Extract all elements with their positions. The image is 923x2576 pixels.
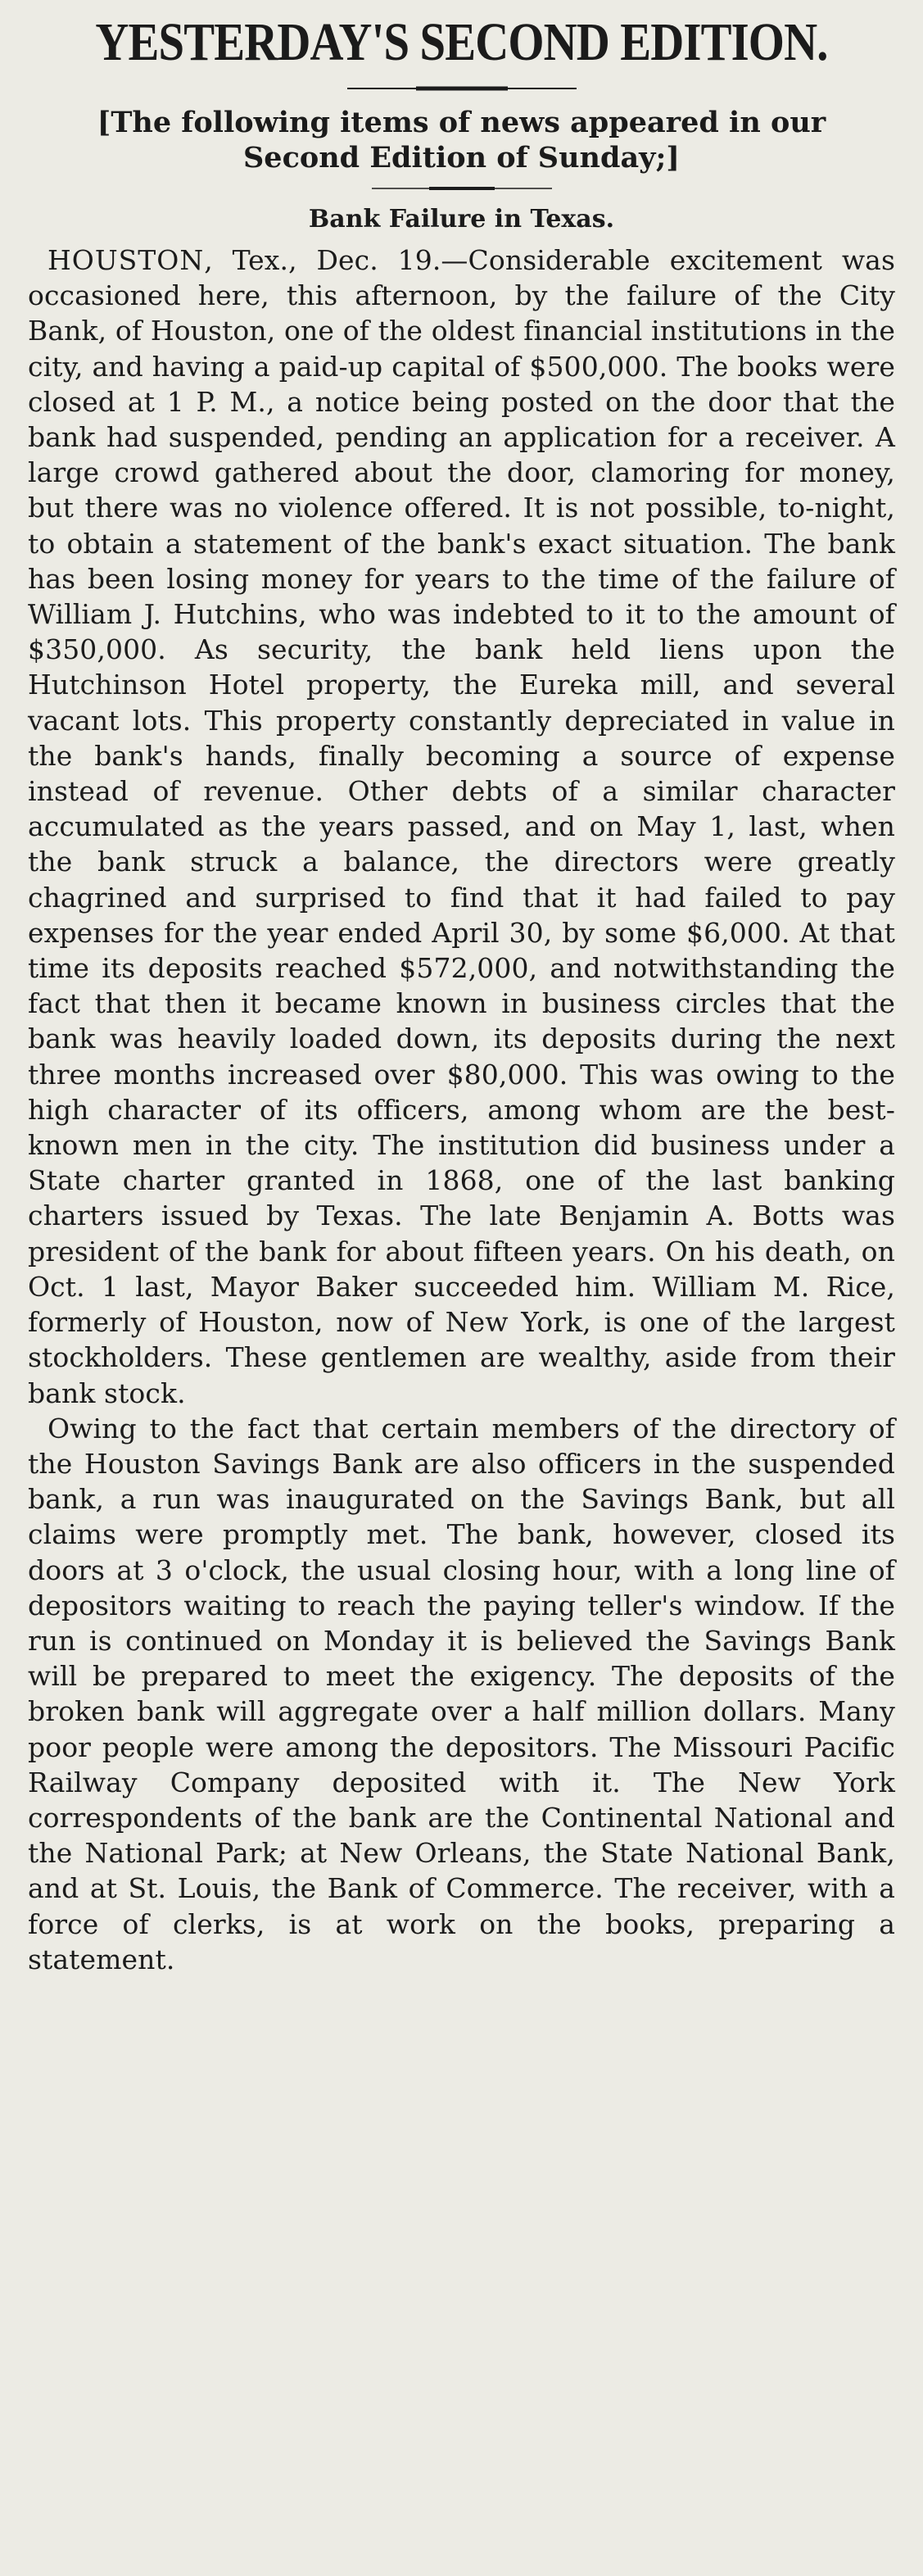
small-rule-icon	[372, 184, 552, 193]
paragraph-1-text: , Tex., Dec. 19.—Considerable excitement was occasioned here, this afternoon, by the failure of the City Bank, of Houston, one of the oldest financial institutions in the city, and having a paid-up capital of $500,000. The books were closed at 1 P. M., a notice being posted on the door that the bank had suspended, pending an application for a receiver. A large crowd gathered about the door, clamoring for money, but there was no violence offered. It is not possible, to-night, to obtain a statement of the bank's exact situation. The bank has been losing money for years to the time of the failure of William J. Hutchins, who was indebted to it to the amount of $350,000. As security, the bank held liens upon the Hutchinson Hotel property, the Eureka mill, and several vacant lots. This property constantly depreciated in value in the bank's hands, finally becoming a source of expense instead of revenue. Other debts of a similar character accumulated as the years passed, and on May 1, last, when the bank struck a balance, the directors were greatly chagrined and surprised to find that it had failed to pay expenses for the year ended April 30, by some $6,000. At that time its deposits reached $572,000, and notwithstanding the fact that then it became known in business circles that the bank was heavily loaded down, its deposits during the next three months increased over $80,000. This was owing to the high character of its officers, among whom are the best-known men in the city. The institution did business under a State charter granted in 1868, one of the last banking charters issued by Texas. The late Benjamin A. Botts was president of the bank for about fifteen years. On his death, on Oct. 1 last, Mayor Baker succeeded him. William M. Rice, formerly of Houston, now of New York, is one of the largest stockholders. These gentlemen are wealthy, aside from their bank stock.	[28, 244, 895, 1409]
paragraph-2: Owing to the fact that certain members of the directory of the Houston Savings Bank are also officers in the suspended bank, a run was inaugurated on the Savings Bank, but all claims were promptly met. The bank, however, closed its doors at 3 o'clock, the usual closing hour, with a long line of depositors waiting to reach the paying teller's window. If the run is continued on Monday it is believed the Savings Bank will be prepared to meet the exigency. The deposits of the broken bank will aggregate over a half million dollars. Many poor people were among the depositors. The Missouri Pacific Railway Company deposited with it. The New York correspondents of the bank are the Continental National and the National Park; at New Orleans, the State National Bank, and at St. Louis, the Bank of Commerce. The receiver, with a force of clerks, is at work on the books, preparing a statement.	[28, 1412, 895, 1975]
section-masthead: YESTERDAY'S SECOND EDITION.	[95, 12, 828, 72]
paragraph-1	[28, 243, 895, 1411]
masthead-rule	[28, 82, 895, 95]
dateline: HOUSTON	[48, 244, 205, 276]
section-rule	[28, 184, 895, 193]
article-body	[28, 243, 895, 1977]
article-headline: Bank Failure in Texas.	[308, 205, 615, 234]
edition-note: [The following items of news appeared in our Second Edition of Sunday;]	[97, 106, 826, 175]
ornamental-rule-icon	[347, 82, 577, 95]
